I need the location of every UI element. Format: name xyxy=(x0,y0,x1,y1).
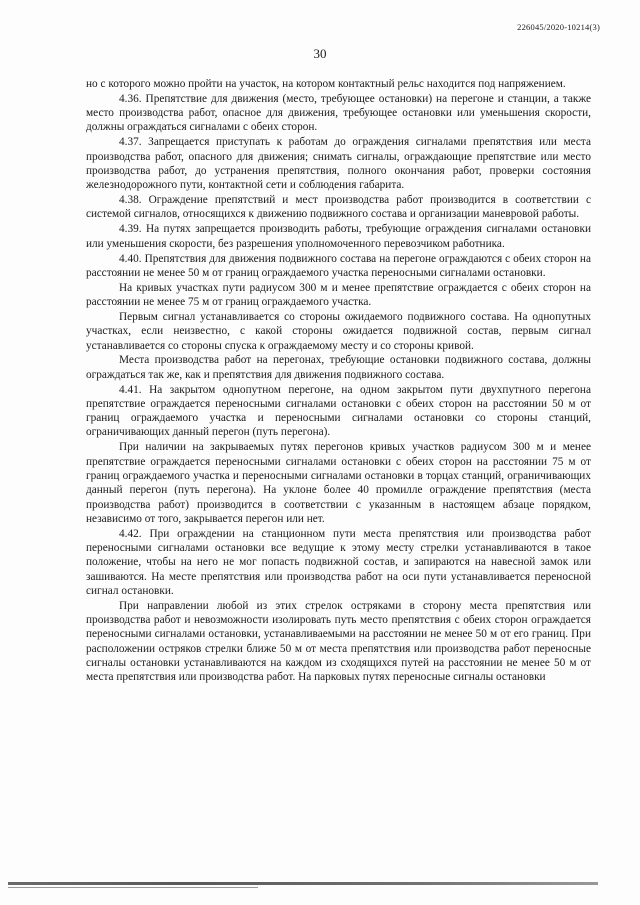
scan-edge-line xyxy=(8,882,598,885)
document-id: 226045/2020-10214(3) xyxy=(517,22,600,32)
paragraph-first-signal: Первым сигнал устанавливается со стороны ожидаемого подвижного состава. На однопутных участках, если неизвестно, с какой стороны ожидается подвижной состав, первым сигнал устанавливается со стороны спуска к ограждаемому месту и со стороны кривой. xyxy=(86,310,591,352)
paragraph-4-40: 4.40. Препятствия для движения подвижного состава на перегоне ограждаются с обеих сторон на расстоянии не менее 50 м от границ ограждаемого участка переносными сигналами остановки. xyxy=(86,252,591,279)
paragraph-switches: При направлении любой из этих стрелок остряками в сторону места препятствия или производства работ и невозможности изолировать путь место препятствия с обеих сторон ограждается переносными сигналами остановки, устанавливаемыми на расстоянии не менее 50 м от его границ. При расположении остряков стрелки ближе 50 м от места препятствия или производства работ переносные сигналы остановки устанавливаются на каждом из сходящихся путей на расстоянии не менее 50 м от места препятствия или производства работ. На парковых путях переносные сигналы остановки xyxy=(86,599,591,684)
paragraph-4-36: 4.36. Препятствие для движения (место, требующее остановки) на перегоне и станции, а также место производства работ, опасное для движения, требующее остановки или уменьшения скорости, должны ограждаться сигналами с обеих сторон. xyxy=(86,92,591,134)
paragraph-4-37: 4.37. Запрещается приступать к работам до ограждения сигналами препятствия или места производства работ, опасного для движения; снимать сигналы, ограждающие препятствие или место производства работ, до устранения препятствия, полного окончания работ, проверки состояния железнодорожного пути, контактной сети и соблюдения габарита. xyxy=(86,136,591,192)
paragraph-work-places: Места производства работ на перегонах, требующие остановки подвижного состава, должны ограждаться так же, как и препятствия для движения подвижного состава. xyxy=(86,354,591,381)
paragraph-4-39: 4.39. На путях запрещается производить работы, требующие ограждения сигналами остановки или уменьшения скорости, без разрешения уполномоченного перевозчиком работника. xyxy=(86,223,591,250)
paragraph-closed-curves: При наличии на закрываемых путях перегонов кривых участков радиусом 300 м и менее препятствие ограждается переносными сигналами остановки с обеих сторон на расстоянии 75 м от границ ограждаемого участка и переносными сигналами остановки в торцах станций, ограничивающих данный перегон (путь перегона). На уклоне более 40 промилле ограждение препятствия (места производства работ) производится в соответствии с указанным в настоящем абзаце порядком, независимо от того, закрывается перегон или нет. xyxy=(86,441,591,525)
paragraph-curves: На кривых участках пути радиусом 300 м и менее препятствие ограждается с обеих сторон на расстоянии не менее 75 м от границ ограждаемого участка. xyxy=(86,281,591,309)
scan-edge-line-secondary xyxy=(8,887,258,888)
paragraph-4-42: 4.42. При ограждении на станционном пути места препятствия или производства работ переносными сигналами остановки все ведущие к этому месту стрелки устанавливаются в такое положение, чтобы на него не мог попасть подвижной состав, и запираются на навесной замок или зашиваются. На месте препятствия или производства работ на оси пути устанавливается переносной сигнал остановки. xyxy=(86,527,591,597)
paragraph-continuation: но с которого можно пройти на участок, на котором контактный рельс находится под напряжением. xyxy=(86,78,566,90)
document-body xyxy=(86,77,591,685)
paragraph-4-41: 4.41. На закрытом однопутном перегоне, на одном закрытом пути двухпутного перегона препятствие ограждается переносными сигналами остановки с обеих сторон на расстоянии 50 м от границ ограждаемого участка и переносными сигналами остановки со стороны станций, ограничивающих данный перегон (путь перегона). xyxy=(86,383,591,439)
paragraph-4-38: 4.38. Ограждение препятствий и мест производства работ производится в соответствии с системой сигналов, относящихся к движению подвижного состава и организации маневровой работы. xyxy=(86,194,591,221)
page-number: 30 xyxy=(313,46,327,61)
